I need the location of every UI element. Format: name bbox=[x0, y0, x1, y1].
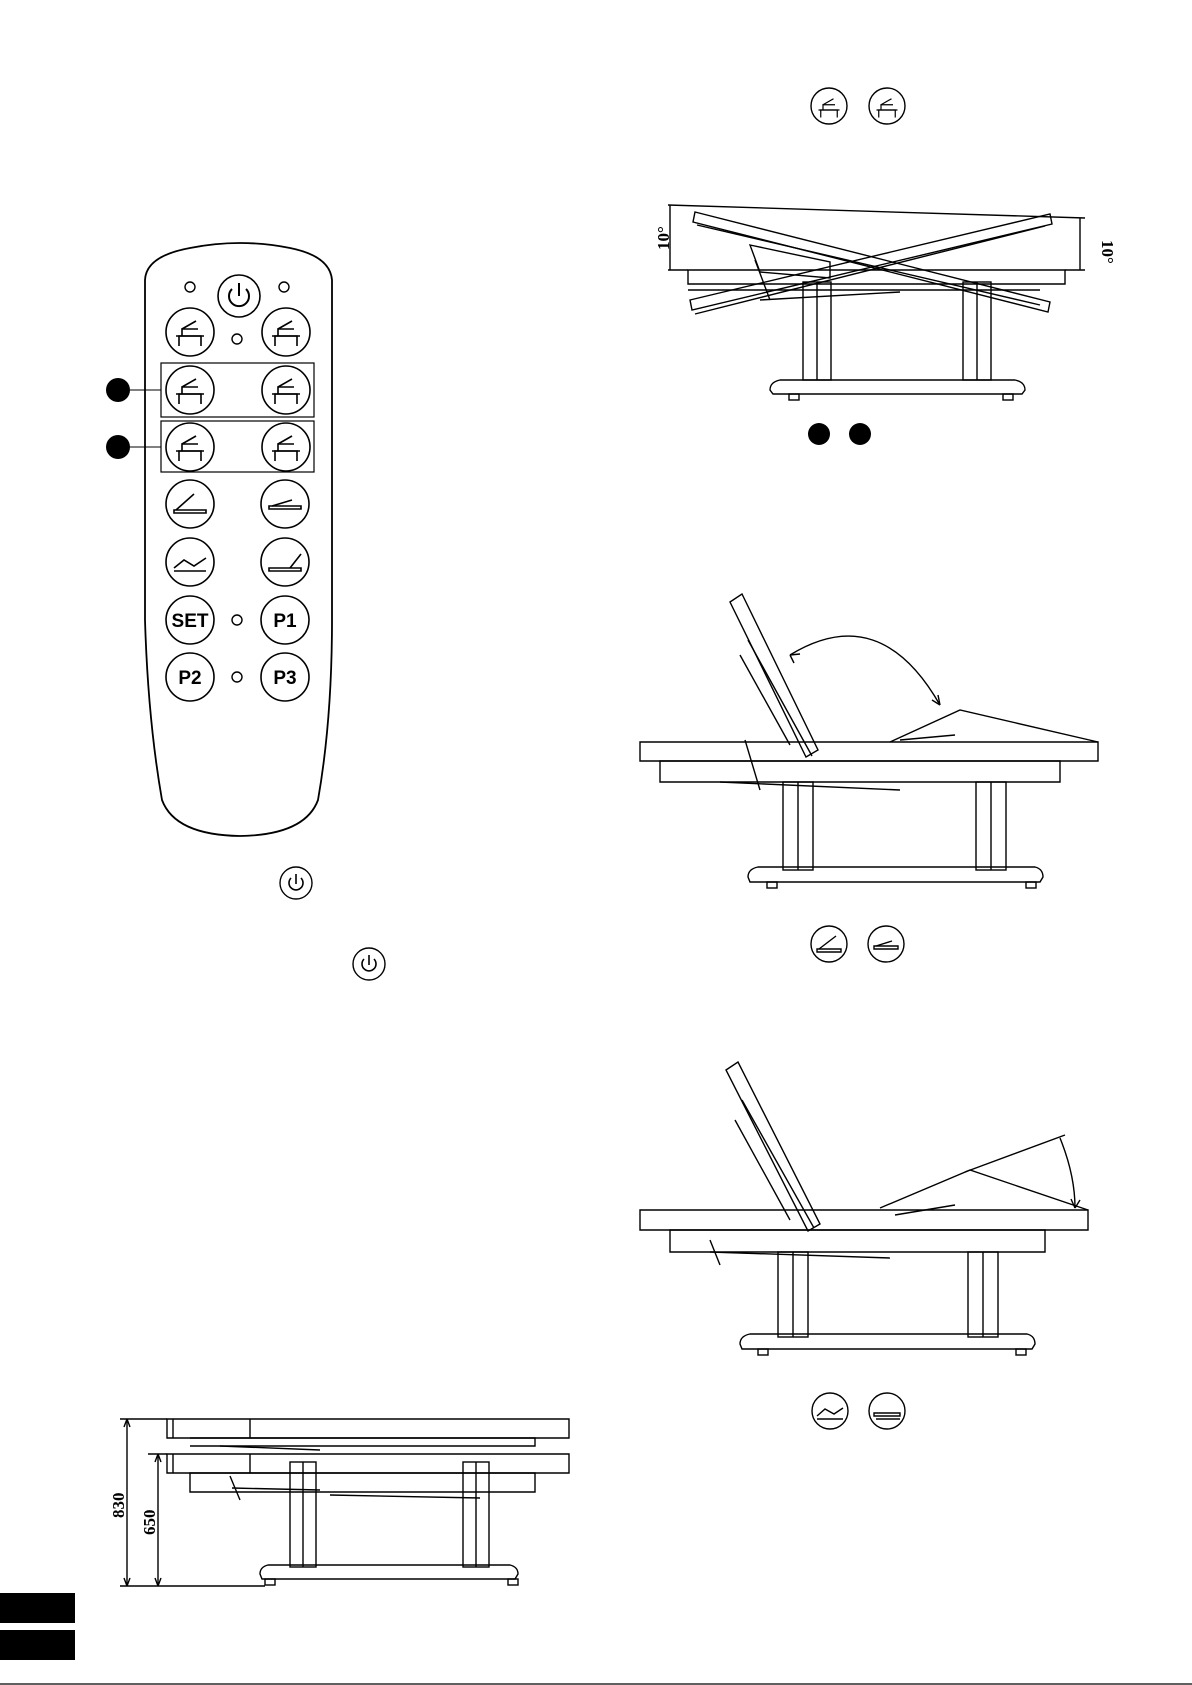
legrest-flat-icon bbox=[269, 554, 301, 571]
chair-tilt-icon bbox=[176, 321, 204, 346]
height-min-label: 650 bbox=[140, 1509, 159, 1535]
legrest-icon bbox=[812, 1393, 848, 1429]
set-label: SET bbox=[171, 611, 209, 632]
leg-up-button[interactable] bbox=[166, 423, 214, 471]
power-icon bbox=[353, 948, 385, 980]
status-led bbox=[232, 672, 242, 682]
chair-leg-icon bbox=[272, 436, 300, 461]
legrest-up-button[interactable] bbox=[166, 538, 214, 586]
tilt-down-button[interactable] bbox=[166, 308, 214, 356]
tilt-icon bbox=[869, 88, 905, 124]
callout-dot-2 bbox=[106, 435, 130, 459]
backrest-flat-icon bbox=[269, 500, 301, 509]
backrest-flat-icon bbox=[868, 926, 904, 962]
legrest-icon bbox=[174, 558, 206, 571]
set-button[interactable] bbox=[166, 596, 214, 644]
chair-tilt-icon bbox=[272, 321, 300, 346]
power-icon bbox=[229, 283, 249, 306]
backrest-icon bbox=[811, 926, 847, 962]
p3-label: P3 bbox=[273, 668, 297, 689]
height-diagram bbox=[120, 1419, 569, 1586]
status-led bbox=[279, 282, 289, 292]
p2-label: P2 bbox=[178, 668, 202, 689]
status-led bbox=[232, 334, 242, 344]
callout-dot-2 bbox=[849, 423, 871, 445]
page-tab-marker bbox=[0, 1593, 75, 1623]
highlight-box-1 bbox=[161, 363, 314, 417]
legrest-angle-diagram bbox=[640, 1062, 1088, 1355]
back-down-button[interactable] bbox=[262, 366, 310, 414]
callout-dot-1 bbox=[808, 423, 830, 445]
tilt-up-button[interactable] bbox=[262, 308, 310, 356]
callout-dot-1 bbox=[106, 378, 130, 402]
remote-control bbox=[106, 243, 332, 836]
power-icon bbox=[280, 867, 312, 899]
tilt-icon bbox=[811, 88, 847, 124]
p1-button[interactable] bbox=[261, 596, 309, 644]
leg-down-button[interactable] bbox=[262, 423, 310, 471]
backrest-angle-diagram bbox=[640, 594, 1098, 888]
tilt-angle-right: 10° bbox=[1098, 240, 1117, 264]
status-led bbox=[185, 282, 195, 292]
tilt-angle-left: 10° bbox=[654, 226, 673, 250]
chair-back-icon bbox=[176, 379, 204, 404]
backrest-down-button[interactable] bbox=[261, 480, 309, 528]
legrest-down-button[interactable] bbox=[261, 538, 309, 586]
p2-button[interactable] bbox=[166, 653, 214, 701]
power-button[interactable] bbox=[218, 275, 260, 317]
chair-back-icon bbox=[272, 379, 300, 404]
status-led bbox=[232, 615, 242, 625]
backrest-icon bbox=[174, 494, 206, 513]
page-tab-marker bbox=[0, 1630, 75, 1660]
back-up-button[interactable] bbox=[166, 366, 214, 414]
highlight-box-2 bbox=[161, 421, 314, 472]
chair-leg-icon bbox=[176, 436, 204, 461]
backrest-up-button[interactable] bbox=[166, 480, 214, 528]
legrest-flat-icon bbox=[869, 1393, 905, 1429]
tilt-diagram bbox=[668, 205, 1085, 400]
height-max-label: 830 bbox=[109, 1492, 128, 1518]
p3-button[interactable] bbox=[261, 653, 309, 701]
p1-label: P1 bbox=[273, 611, 297, 632]
